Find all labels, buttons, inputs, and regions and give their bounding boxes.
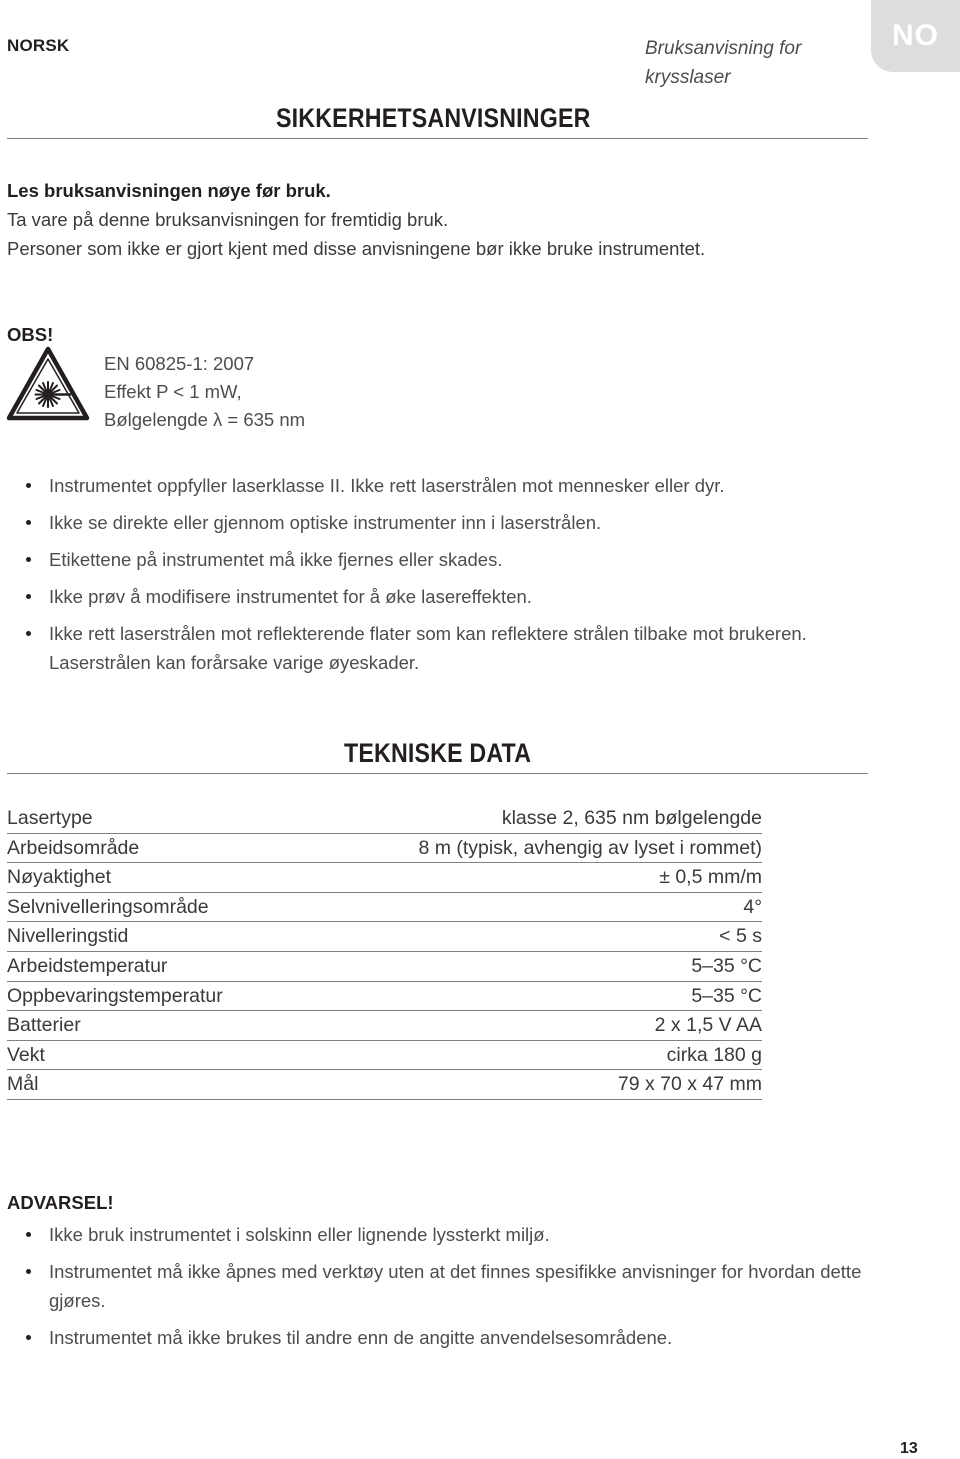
table-row — [7, 982, 762, 1012]
laser-warning-icon — [6, 346, 90, 422]
technical-heading: TEKNISKE DATA — [344, 738, 532, 768]
obs-label: OBS! — [7, 324, 54, 345]
safety-heading-rule — [7, 138, 868, 139]
row-label: Batterier — [7, 1014, 81, 1037]
intro-line-1: Ta vare på denne bruksanvisningen for fremtidig bruk. — [7, 209, 449, 230]
list-item: Instrumentet oppfyller laserklasse II. Ikke rett laserstrålen mot mennesker eller dyr. — [7, 471, 887, 500]
row-label: Vekt — [7, 1043, 45, 1066]
technical-heading-rule — [7, 773, 868, 774]
spec-standard: EN 60825-1: 2007 — [104, 353, 255, 374]
technical-data-table — [7, 804, 762, 1100]
table-row — [7, 893, 762, 923]
language-label: NORSK — [7, 36, 70, 55]
list-item: Instrumentet må ikke åpnes med verktøy uten at det finnes spesifikke anvisninger for hvordan dette gjøres. — [7, 1257, 887, 1315]
row-label: Oppbevaringstemperatur — [7, 984, 223, 1007]
table-row — [7, 952, 762, 982]
row-value: 2 x 1,5 V AA — [654, 1014, 762, 1037]
row-value: ± 0,5 mm/m — [659, 866, 762, 889]
spec-power: Effekt P < 1 mW, — [104, 381, 242, 402]
row-value: cirka 180 g — [666, 1043, 762, 1066]
spec-wavelength: Bølgelengde λ = 635 nm — [104, 409, 306, 430]
page-number: 13 — [900, 1440, 918, 1457]
row-label: Lasertype — [7, 807, 93, 829]
row-label: Nivelleringstid — [7, 925, 129, 948]
row-label: Arbeidsområde — [7, 836, 140, 859]
warning-bullet-list — [7, 1220, 887, 1360]
list-item: Instrumentet må ikke brukes til andre enn de angitte anvendelsesområdene. — [7, 1323, 887, 1352]
row-value: klasse 2, 635 nm bølgelengde — [501, 807, 762, 829]
row-label: Arbeidstemperatur — [7, 954, 168, 977]
row-value: 4° — [743, 895, 762, 918]
row-label: Mål — [7, 1073, 39, 1096]
language-tab: NO — [871, 0, 960, 72]
list-item: Etikettene på instrumentet må ikke fjernes eller skades. — [7, 545, 887, 574]
row-value: 5–35 °C — [691, 954, 762, 977]
laser-spec — [104, 350, 305, 434]
table-row — [7, 804, 762, 834]
row-value: 8 m (typisk, avhengig av lyset i rommet) — [418, 836, 762, 859]
intro-bold: Les bruksanvisningen nøye før bruk. — [7, 180, 331, 201]
row-value: 79 x 70 x 47 mm — [617, 1073, 762, 1096]
intro-line-2: Personer som ikke er gjort kjent med disse anvisningene bør ikke bruke instrumentet. — [7, 238, 706, 259]
table-row — [7, 1070, 762, 1100]
row-label: Nøyaktighet — [7, 866, 112, 889]
safety-heading: SIKKERHETSANVISNINGER — [276, 103, 591, 133]
list-item: Ikke prøv å modifisere instrumentet for å øke lasereffekten. — [7, 582, 887, 611]
warning-label: ADVARSEL! — [7, 1192, 114, 1213]
safety-intro — [7, 176, 705, 263]
table-row — [7, 922, 762, 952]
row-value: < 5 s — [719, 925, 762, 948]
table-row — [7, 1041, 762, 1071]
table-row — [7, 834, 762, 864]
table-row — [7, 1011, 762, 1041]
list-item: Ikke bruk instrumentet i solskinn eller lignende lyssterkt miljø. — [7, 1220, 887, 1249]
list-item: Ikke rett laserstrålen mot reflekterende flater som kan reflektere strålen tilbake mot brukeren. Laserstrålen kan forårsake varige øyeskader. — [7, 619, 887, 677]
row-value: 5–35 °C — [691, 984, 762, 1007]
safety-bullet-list — [7, 471, 887, 685]
manual-title: Bruksanvisning for krysslaser — [645, 38, 802, 88]
row-label: Selvnivelleringsområde — [7, 895, 209, 918]
table-row — [7, 863, 762, 893]
list-item: Ikke se direkte eller gjennom optiske instrumenter inn i laserstrålen. — [7, 508, 887, 537]
